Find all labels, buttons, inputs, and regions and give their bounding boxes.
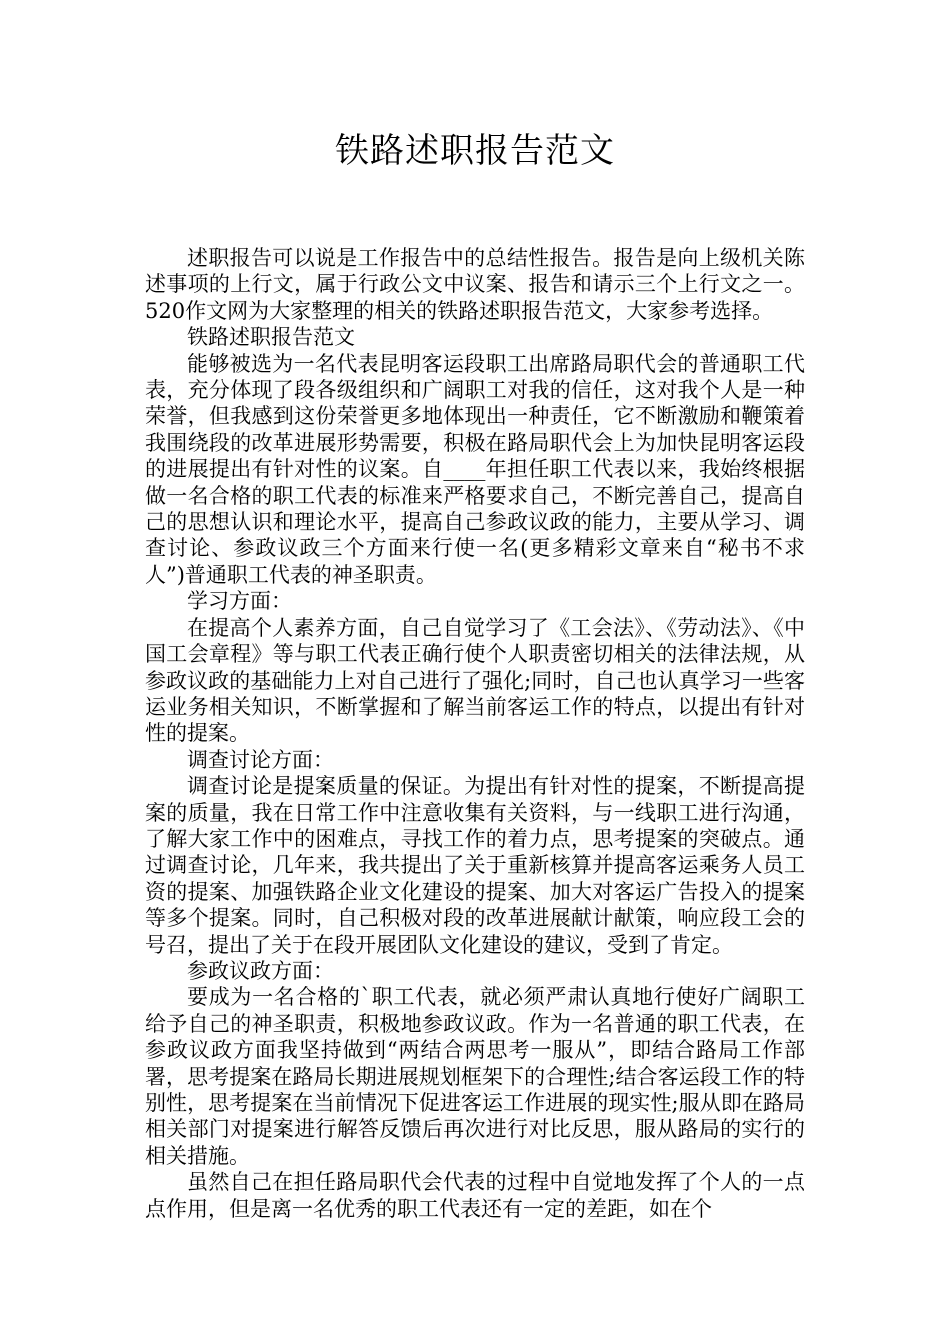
document-title: 铁路述职报告范文 xyxy=(335,131,615,171)
section-heading-research: 调查讨论方面： xyxy=(187,747,334,772)
document-body xyxy=(145,245,805,1222)
section-heading-study: 学习方面： xyxy=(187,589,292,614)
paragraph-politics: 要成为一名合格的`职工代表，就必须严肃认真地行使好广阔职工给予自己的神圣职责，积极地参政议政。作为一名普通的职工代表，在参政议政方面我坚持做到“两结合两思考一服从”，即结合路局工作部署，思考提案在路局长期进展规划框架下的合理性;结合客运段工作的特别性，思考提案在当前情况下促进客运工作进展的现实性;服从即在路局相关部门对提案进行解答反馈后再次进行对比反思，服从路局的实行的相关措施。 xyxy=(145,985,805,1168)
section-heading-politics: 参政议政方面： xyxy=(187,958,334,983)
paragraph-closing: 虽然自己在担任路局职代会代表的过程中自觉地发挥了个人的一点点作用，但是离一名优秀的职工代表还有一定的差距，如在个 xyxy=(145,1170,805,1221)
paragraph-intro: 述职报告可以说是工作报告中的总结性报告。报告是向上级机关陈述事项的上行文，属于行政公文中议案、报告和请示三个上行文之一。520作文网为大家整理的相关的铁路述职报告范文，大家参考选择。 xyxy=(145,246,805,323)
paragraph-research: 调查讨论是提案质量的保证。为提出有针对性的提案，不断提高提案的质量，我在日常工作中注意收集有关资料，与一线职工进行沟通，了解大家工作中的困难点，寻找工作的着力点，思考提案的突破点。通过调查讨论，几年来，我共提出了关于重新核算并提高客运乘务人员工资的提案、加强铁路企业文化建设的提案、加大对客运广告投入的提案等多个提案。同时，自己积极对段的改革进展献计献策，响应段工会的号召，提出了关于在段开展团队文化建设的建议，受到了肯定。 xyxy=(145,774,805,957)
paragraph-opening: 能够被选为一名代表昆明客运段职工出席路局职代会的普通职工代表，充分体现了段各级组织和广阔职工对我的信任，这对我个人是一种荣誉，但我感到这份荣誉更多地体现出一种责任，它不断激励和鞭策着我围绕段的改革进展形势需要，积极在路局职代会上为加快昆明客运段的进展提出有针对性的议案。自____年担任职工代表以来，我始终根据做一名合格的职工代表的标准来严格要求自己，不断完善自己，提高自己的思想认识和理论水平，提高自己参政议政的能力，主要从学习、调查讨论、参政议政三个方面来行使一名(更多精彩文章来自“秘书不求人”)普通职工代表的神圣职责。 xyxy=(145,351,805,587)
paragraph-study: 在提高个人素养方面，自己自觉学习了《工会法》、《劳动法》、《中国工会章程》等与职工代表正确行使个人职责密切相关的法律法规，从参政议政的基础能力上对自己进行了强化;同时，自己也认真学习一些客运业务相关知识，不断掌握和了解当前客运工作的特点，以提出有针对性的提案。 xyxy=(145,615,805,746)
section-heading-title: 铁路述职报告范文 xyxy=(187,325,355,350)
